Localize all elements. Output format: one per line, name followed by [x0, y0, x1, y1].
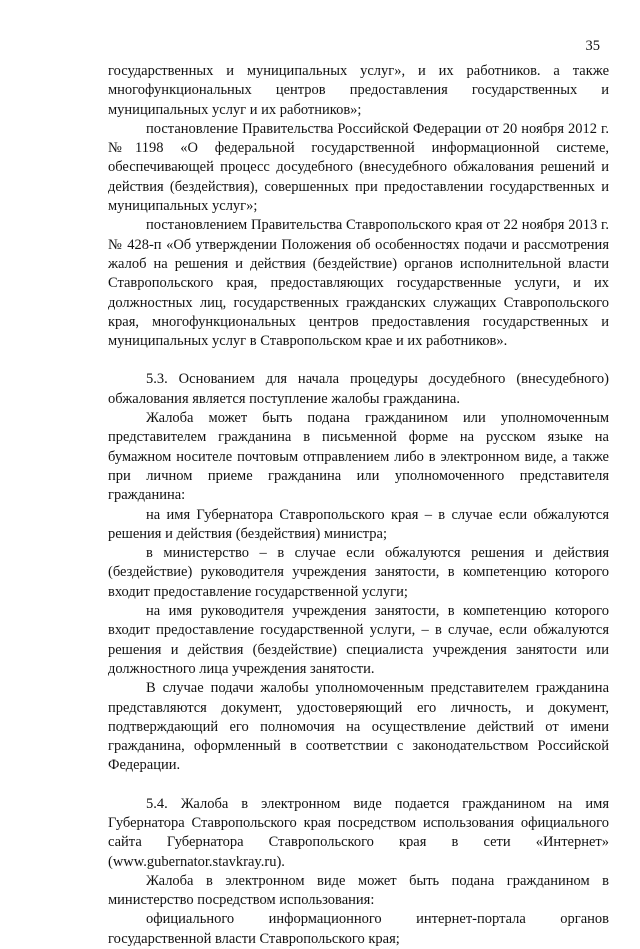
paragraph-ministry: в министерство – в случае если обжалуются решения и действия (бездействие) руководителя учреждения занятости, в компетенцию которого входит предоставление государственной услуги; [108, 545, 609, 600]
paragraph-section-5-3: 5.3. Основанием для начала процедуры досудебного (внесудебного) обжалования является поступление жалобы гражданина. [108, 371, 609, 407]
document-body [108, 62, 609, 949]
paragraph-electronic-ministry: Жалоба в электронном виде может быть подана гражданином в министерство посредством использования: [108, 872, 609, 909]
page-number: 35 [585, 38, 600, 54]
paragraph-governor: на имя Губернатора Ставропольского края – в случае если обжалуются решения и действия (бездействия) министра; [108, 506, 609, 542]
paragraph-portal: официального информационного интернет-портала органов государственной власти Ставропольского края; [108, 911, 609, 947]
paragraph-complaint-submission: Жалоба может быть подана гражданином или уполномоченным представителем гражданина в письменной форме на русском языке на бумажном носителе почтовым отправлением либо в электронном виде, а также при личном приеме гражданина или уполномоченного представителя гражданина: [108, 410, 609, 504]
paragraph-section-5-4: 5.4. Жалоба в электронном виде подается гражданином на имя Губернатора Ставропольского края посредством использования официального сайта Губернатора Ставропольского края в сети «Интернет» (www.gubernator.stavkray.ru). [108, 795, 609, 870]
paragraph-decree-1198: постановление Правительства Российской Федерации от 20 ноября 2012 г. №1198 «О федеральной государственной информационной системе, обеспечивающей процесс досудебного (внесудебного обжалования решений и действия (бездействия), совершенных при предоставлении государственных и муниципальных услуг»; [108, 120, 609, 215]
paragraph-decree-428p: постановлением Правительства Ставропольского края от 22 ноября 2013 г. № 428-п «Об утверждении Положения об особенностях подачи и рассмотрения жалоб на решения и действия (бездействие) органов исполнительной власти Ставропольского края, предоставляющих государственные услуги, и их должностных лиц, государственных гражданских служащих Ставропольского края, многофункциональных центров предоставления государственных и муниципальных услуг в Ставропольском крае и их работников». [108, 217, 609, 350]
paragraph-employment-head: на имя руководителя учреждения занятости, в компетенцию которого входит предоставление государственной услуги, – в случае, если обжалуются решения и действия (бездействие) специалиста учреждения занятости или должностного лица учреждения занятости. [108, 603, 609, 677]
paragraph-representative: В случае подачи жалобы уполномоченным представителем гражданина представляются документ, удостоверяющий его личность, и документ, подтверждающий его полномочия на осуществление действий от имени гражданина, оформленный в соответствии с законодательством Российской Федерации. [108, 680, 609, 774]
paragraph-continuation: государственных и муниципальных услуг», и их работников. а также многофункциональных центров предоставления государственных и муниципальных услуг и их работников»; [108, 63, 609, 118]
